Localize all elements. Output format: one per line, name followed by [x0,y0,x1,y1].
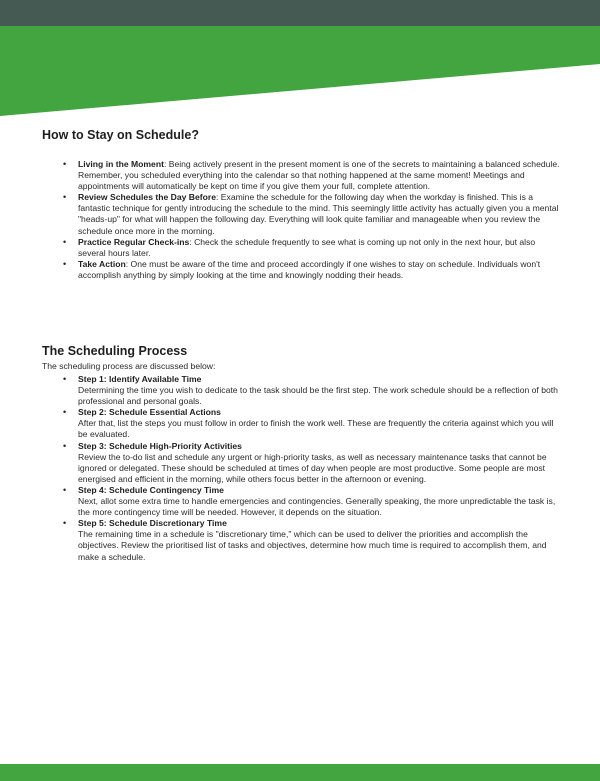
list-item-text: : Being actively present in the present moment is one of the secrets to maintaining a balanced schedule. Remember, you scheduled everything into the calendar so that nothing happened at the same moment! Meetings and appointments will automatically be kept on time if you give them your full, complete attention. [78,159,560,192]
list-item-text: : Examine the schedule for the following day when the workday is finished. This is a fantastic technique for gently introducing the schedule to the mind. This seemingly little activity has actually given you a mental "heads-up" for what will happen the following day. Everything will look quite familiar and manageable when you review the schedule once more in the morning. [78,192,559,236]
step-title: • Step 5: Schedule Discretionary Time [78,518,227,529]
list-item [78,374,560,407]
step-title: • Step 1: Identify Available Time [78,374,202,384]
step-text: After that, list the steps you must follow in order to finish the work well. These are frequently the criteria against which you will be evaluated. [78,418,554,440]
bottom-footer-bar [0,764,600,781]
list-item [78,259,560,281]
step-text: The remaining time in a schedule is "discretionary time," which can be used to deliver the priorities and accomplish the objectives. Review the prioritised list of tasks and objectives, determine how much time is required to accomplish them, and make a schedule. [78,529,547,562]
step-title: • Step 3: Schedule High-Priority Activities [78,440,242,451]
step-title: • Step 4: Schedule Contingency Time [78,484,224,495]
list-item-text: : One must be aware of the time and proceed accordingly if one wishes to stay on schedule. Individuals won't accomplish anything by simply looking at the time and knowingly nodding their heads. [78,258,541,280]
list-item-text: : Check the schedule frequently to see what is coming up not only in the next hour, but also several hours later. [78,236,536,258]
list-item-term: Take Action [78,258,126,269]
list-item [78,407,560,440]
list-item-term: Review Schedules the Day Before [78,192,217,203]
list-item-term: Living in the Moment [78,159,164,169]
step-text: Determining the time you wish to dedicate to the task should be the first step. The work schedule should be a reflection of both professional and personal goals. [78,385,558,407]
list-item [78,159,560,192]
step-text: Next, allot some extra time to handle emergencies and contingencies. Generally speaking, the more unpredictable the task is, the more contingency time will be needed. However, it depends on the situation. [78,496,556,518]
scheduling-steps-list [78,374,560,563]
list-item [78,518,560,562]
stay-on-schedule-list [78,159,560,281]
section-heading-scheduling-process: The Scheduling Process [42,344,188,358]
top-header-bar [0,0,600,26]
list-item-term: Practice Regular Check-ins [78,236,190,247]
header-green-band [0,26,600,116]
list-item [78,441,560,485]
scheduling-intro: The scheduling process are discussed below: [42,361,216,371]
list-item [78,485,560,518]
step-text: Review the to-do list and schedule any urgent or high-priority tasks, as well as necessary maintenance tasks that cannot be ignored or delegated. These should be scheduled at times of day when people are most productive. Some people are most energised and efficient in the morning, while others focus better in the afternoon or evening. [78,451,547,484]
list-item [78,192,560,236]
step-title: • Step 2: Schedule Essential Actions [78,407,221,418]
section-heading-stay-on-schedule: How to Stay on Schedule? [42,128,199,142]
list-item [78,237,560,259]
